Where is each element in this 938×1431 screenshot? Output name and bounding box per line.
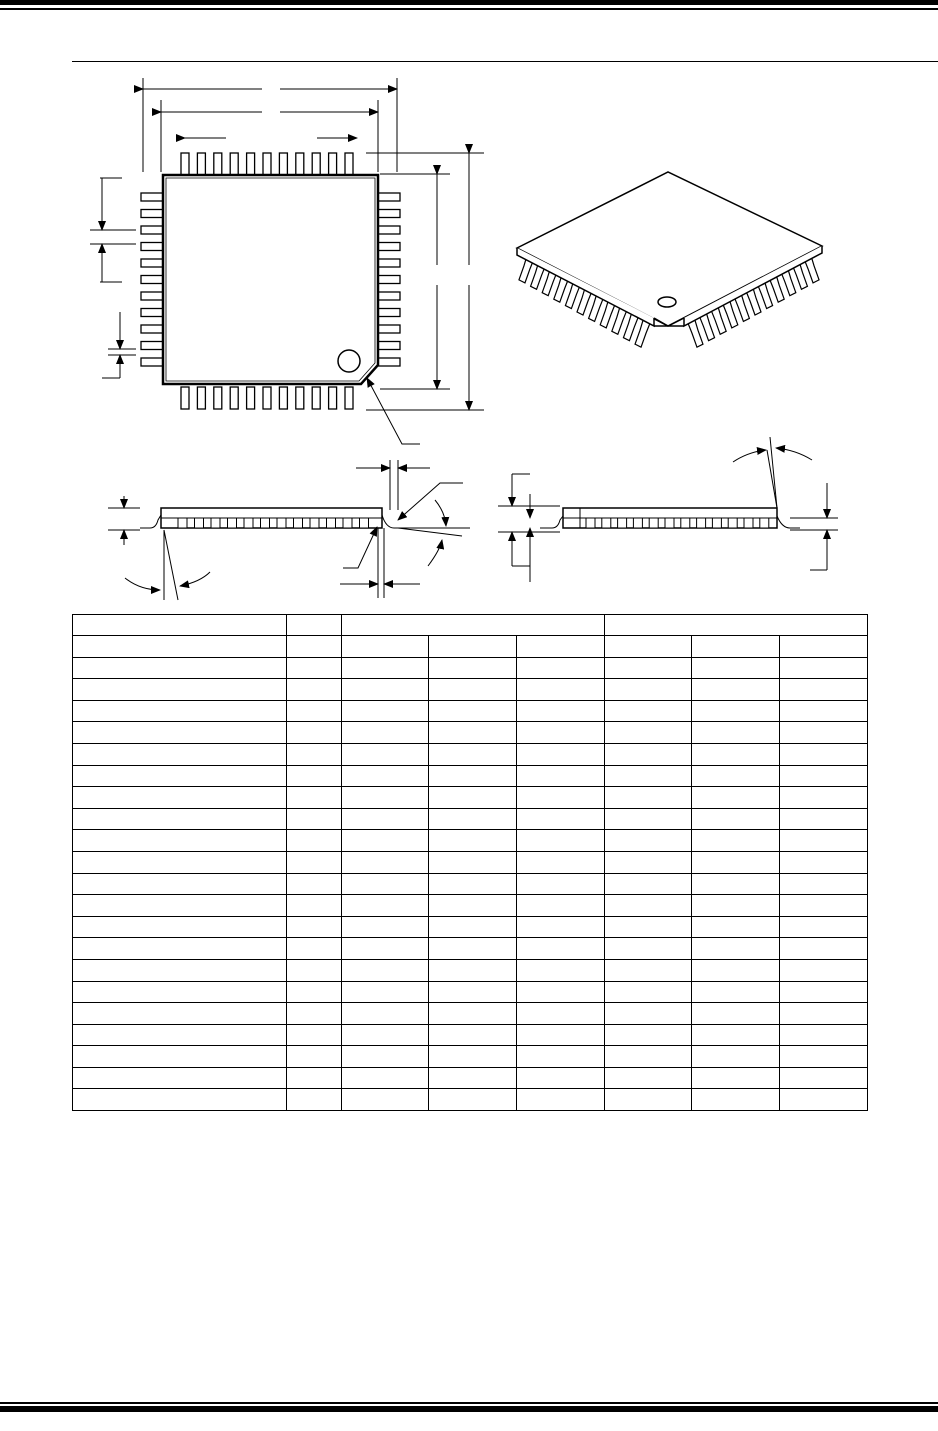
top-pin	[279, 153, 287, 175]
table-cell	[780, 981, 868, 1003]
table-cell	[517, 959, 605, 981]
table-cell	[692, 851, 780, 873]
side-pin	[178, 518, 187, 528]
table-cell	[429, 787, 517, 809]
table-cell	[780, 1024, 868, 1046]
end-pin	[665, 518, 674, 528]
table-cell	[517, 1003, 605, 1025]
table-cell	[287, 1067, 342, 1089]
side-pin	[228, 518, 237, 528]
table-cell	[692, 700, 780, 722]
right-pin	[378, 309, 400, 317]
table-cell	[429, 873, 517, 895]
table-cell	[73, 1089, 287, 1111]
table-row	[73, 1089, 868, 1111]
left-pin	[141, 292, 163, 300]
end-pin	[633, 518, 642, 528]
dimension-table	[72, 614, 868, 1111]
isometric-view	[517, 172, 822, 347]
left-pin	[141, 342, 163, 350]
table-cell	[73, 657, 287, 679]
top-pin	[312, 153, 320, 175]
table-cell	[605, 1067, 692, 1089]
table-header-cell	[429, 636, 517, 658]
table-cell	[517, 916, 605, 938]
left-pin	[141, 259, 163, 267]
table-cell	[692, 916, 780, 938]
left-pin	[141, 309, 163, 317]
side-pin	[310, 518, 319, 528]
isometric-body-top	[517, 172, 822, 326]
table-cell	[342, 830, 429, 852]
table-cell	[287, 1089, 342, 1111]
table-cell	[342, 1024, 429, 1046]
iso-right-pin	[688, 320, 703, 347]
table-cell	[73, 895, 287, 917]
table-cell	[287, 657, 342, 679]
table-cell	[517, 895, 605, 917]
table-cell	[287, 787, 342, 809]
table-cell	[342, 1067, 429, 1089]
bottom-pin	[214, 387, 222, 409]
table-row	[73, 873, 868, 895]
table-cell	[429, 1067, 517, 1089]
top-pin	[296, 153, 304, 175]
side-pin	[277, 518, 286, 528]
table-cell	[342, 851, 429, 873]
table-cell	[605, 916, 692, 938]
table-cell	[780, 959, 868, 981]
table-cell	[692, 981, 780, 1003]
table-row	[73, 700, 868, 722]
table-cell	[605, 895, 692, 917]
table-cell	[429, 765, 517, 787]
table-cell	[605, 657, 692, 679]
table-cell	[517, 808, 605, 830]
table-cell	[429, 1003, 517, 1025]
table-cell	[780, 722, 868, 744]
table-cell	[287, 1024, 342, 1046]
table-row	[73, 722, 868, 744]
table-cell	[73, 873, 287, 895]
table-cell	[780, 1046, 868, 1068]
table-row	[73, 657, 868, 679]
end-view	[498, 437, 838, 582]
table-cell	[605, 981, 692, 1003]
table-cell	[287, 743, 342, 765]
table-cell	[517, 873, 605, 895]
right-pin	[378, 358, 400, 366]
table-cell	[605, 1024, 692, 1046]
table-cell	[780, 851, 868, 873]
table-cell	[692, 1003, 780, 1025]
table-row	[73, 959, 868, 981]
bottom-pin	[230, 387, 238, 409]
table-row	[73, 916, 868, 938]
table-cell	[342, 916, 429, 938]
table-row	[73, 830, 868, 852]
bottom-pin	[263, 387, 271, 409]
bottom-pin	[329, 387, 337, 409]
footer-rule-thin	[0, 1402, 938, 1404]
top-pin	[263, 153, 271, 175]
table-cell	[73, 679, 287, 701]
table-cell	[342, 873, 429, 895]
table-cell	[692, 743, 780, 765]
table-cell	[73, 851, 287, 873]
table-cell	[429, 959, 517, 981]
table-cell	[780, 765, 868, 787]
table-row	[73, 1024, 868, 1046]
table-cell	[780, 916, 868, 938]
table-cell	[780, 938, 868, 960]
table-cell	[287, 1046, 342, 1068]
top-view-body	[163, 175, 378, 384]
end-pin	[760, 518, 769, 528]
table-cell	[342, 700, 429, 722]
table-cell	[342, 743, 429, 765]
table-cell	[73, 787, 287, 809]
table-cell	[780, 657, 868, 679]
table-cell	[780, 1003, 868, 1025]
table-header-unit-row	[73, 636, 868, 658]
top-view-pins-right	[378, 193, 400, 366]
table-cell	[780, 808, 868, 830]
right-pin	[378, 276, 400, 284]
table-cell	[517, 981, 605, 1003]
table-cell	[605, 808, 692, 830]
top-pin	[230, 153, 238, 175]
table-cell	[342, 787, 429, 809]
table-cell	[517, 765, 605, 787]
right-pin	[378, 342, 400, 350]
table-cell	[517, 657, 605, 679]
table-cell	[342, 981, 429, 1003]
right-pin	[378, 193, 400, 201]
table-cell	[342, 808, 429, 830]
table-cell	[429, 830, 517, 852]
table-header-cell	[605, 636, 692, 658]
table-cell	[692, 1067, 780, 1089]
side-pin	[327, 518, 336, 528]
table-cell	[780, 743, 868, 765]
table-row	[73, 743, 868, 765]
table-cell	[73, 938, 287, 960]
table-row	[73, 981, 868, 1003]
table-cell	[73, 1046, 287, 1068]
table-cell	[605, 1003, 692, 1025]
table-cell	[692, 787, 780, 809]
table-cell	[287, 938, 342, 960]
side-pin	[294, 518, 303, 528]
top-pin	[247, 153, 255, 175]
table-header-cell	[342, 615, 605, 636]
iso-left-pin	[623, 314, 638, 341]
left-pin	[141, 210, 163, 218]
table-cell	[73, 765, 287, 787]
end-pin	[586, 518, 595, 528]
table-cell	[692, 1089, 780, 1111]
table-cell	[692, 765, 780, 787]
left-pin	[141, 243, 163, 251]
table-cell	[517, 722, 605, 744]
footer-rule-thick	[0, 1406, 938, 1412]
table-cell	[605, 765, 692, 787]
top-pin	[197, 153, 205, 175]
table-cell	[287, 700, 342, 722]
table-header-cell	[73, 636, 287, 658]
table-row	[73, 1046, 868, 1068]
table-cell	[517, 1046, 605, 1068]
table-cell	[287, 895, 342, 917]
table-cell	[342, 657, 429, 679]
table-cell	[342, 722, 429, 744]
table-cell	[429, 722, 517, 744]
side-pin	[195, 518, 204, 528]
table-cell	[692, 722, 780, 744]
table-cell	[429, 981, 517, 1003]
bottom-pin	[247, 387, 255, 409]
table-cell	[429, 1046, 517, 1068]
table-header-cell	[692, 636, 780, 658]
table-cell	[287, 808, 342, 830]
right-pin	[378, 325, 400, 333]
table-cell	[342, 1089, 429, 1111]
side-pin	[343, 518, 352, 528]
table-cell	[287, 679, 342, 701]
table-cell	[342, 959, 429, 981]
table-header-group-row	[73, 615, 868, 636]
table-cell	[429, 851, 517, 873]
table-cell	[605, 830, 692, 852]
table-cell	[692, 873, 780, 895]
right-pin	[378, 226, 400, 234]
side-pin	[261, 518, 270, 528]
table-header-cell	[287, 615, 342, 636]
table-cell	[517, 1067, 605, 1089]
table-cell	[605, 1046, 692, 1068]
table-cell	[780, 873, 868, 895]
table-cell	[73, 808, 287, 830]
table-cell	[73, 981, 287, 1003]
table-cell	[73, 959, 287, 981]
table-cell	[73, 722, 287, 744]
end-pin	[649, 518, 658, 528]
right-pin	[378, 210, 400, 218]
table-cell	[517, 700, 605, 722]
bottom-pin	[279, 387, 287, 409]
right-pin	[378, 243, 400, 251]
table-cell	[73, 743, 287, 765]
table-cell	[517, 830, 605, 852]
table-cell	[287, 765, 342, 787]
top-pin	[345, 153, 353, 175]
table-row	[73, 679, 868, 701]
left-pin	[141, 193, 163, 201]
table-cell	[517, 1089, 605, 1111]
table-row	[73, 938, 868, 960]
table-cell	[780, 787, 868, 809]
table-cell	[287, 851, 342, 873]
table-header-cell	[780, 636, 868, 658]
table-cell	[780, 679, 868, 701]
table-cell	[429, 808, 517, 830]
table-cell	[605, 700, 692, 722]
table-cell	[605, 679, 692, 701]
table-cell	[780, 1089, 868, 1111]
table-cell	[692, 830, 780, 852]
table-cell	[287, 981, 342, 1003]
table-cell	[692, 959, 780, 981]
top-pin	[329, 153, 337, 175]
table-row	[73, 1067, 868, 1089]
left-pin	[141, 226, 163, 234]
table-cell	[780, 830, 868, 852]
top-pin	[181, 153, 189, 175]
table-cell	[429, 657, 517, 679]
table-cell	[605, 743, 692, 765]
table-cell	[342, 765, 429, 787]
table-row	[73, 765, 868, 787]
table-cell	[692, 657, 780, 679]
top-view-pins-top	[181, 153, 353, 175]
table-cell	[429, 1024, 517, 1046]
end-pin	[728, 518, 737, 528]
table-cell	[73, 1003, 287, 1025]
left-pin	[141, 358, 163, 366]
table-cell	[73, 830, 287, 852]
table-cell	[605, 851, 692, 873]
table-cell	[692, 938, 780, 960]
end-pin	[618, 518, 627, 528]
end-pin	[744, 518, 753, 528]
table-cell	[517, 679, 605, 701]
end-pin	[697, 518, 706, 528]
table-cell	[605, 959, 692, 981]
left-pin	[141, 276, 163, 284]
table-cell	[692, 1024, 780, 1046]
table-cell	[342, 1003, 429, 1025]
table-cell	[780, 1067, 868, 1089]
table-cell	[429, 916, 517, 938]
table-cell	[73, 700, 287, 722]
end-pin	[602, 518, 611, 528]
end-pin	[681, 518, 690, 528]
table-row	[73, 787, 868, 809]
table-cell	[605, 938, 692, 960]
table-cell	[605, 787, 692, 809]
table-header-cell	[342, 636, 429, 658]
top-pin	[214, 153, 222, 175]
table-cell	[517, 938, 605, 960]
table-cell	[287, 959, 342, 981]
table-cell	[517, 1024, 605, 1046]
table-cell	[287, 1003, 342, 1025]
table-cell	[780, 895, 868, 917]
table-cell	[429, 679, 517, 701]
table-cell	[342, 1046, 429, 1068]
table-cell	[342, 938, 429, 960]
table-cell	[429, 1089, 517, 1111]
table-cell	[780, 700, 868, 722]
right-pin	[378, 292, 400, 300]
table-cell	[73, 1024, 287, 1046]
bottom-pin	[197, 387, 205, 409]
table-cell	[517, 851, 605, 873]
table-cell	[692, 895, 780, 917]
top-view	[90, 78, 484, 444]
table-cell	[692, 1046, 780, 1068]
table-header-cell	[73, 615, 287, 636]
table-cell	[73, 1067, 287, 1089]
table-row	[73, 895, 868, 917]
side-pin	[360, 518, 369, 528]
table-cell	[429, 743, 517, 765]
table-header-cell	[605, 615, 868, 636]
iso-right-pin	[700, 314, 715, 341]
table-cell	[429, 895, 517, 917]
table-header-cell	[517, 636, 605, 658]
package-outline-drawing	[0, 0, 938, 612]
iso-left-pin	[635, 320, 650, 347]
table-cell	[73, 916, 287, 938]
table-cell	[605, 1089, 692, 1111]
top-view-pins-bottom	[181, 387, 353, 409]
side-pin	[211, 518, 220, 528]
table-cell	[429, 700, 517, 722]
table-cell	[287, 873, 342, 895]
bottom-pin	[296, 387, 304, 409]
table-cell	[605, 873, 692, 895]
table-cell	[429, 938, 517, 960]
table-row	[73, 1003, 868, 1025]
table-row	[73, 808, 868, 830]
iso-right-pin	[711, 307, 726, 334]
end-pin	[712, 518, 721, 528]
table-cell	[287, 830, 342, 852]
table-row	[73, 851, 868, 873]
table-header-cell	[287, 636, 342, 658]
table-cell	[692, 679, 780, 701]
top-view-pins-left	[141, 193, 163, 366]
table-cell	[342, 895, 429, 917]
bottom-pin	[181, 387, 189, 409]
side-pin	[244, 518, 253, 528]
bottom-pin	[345, 387, 353, 409]
bottom-pin	[312, 387, 320, 409]
side-view	[108, 460, 470, 600]
table-cell	[517, 787, 605, 809]
table-cell	[287, 722, 342, 744]
table-cell	[287, 916, 342, 938]
table-cell	[342, 679, 429, 701]
table-cell	[605, 722, 692, 744]
left-pin	[141, 325, 163, 333]
right-pin	[378, 259, 400, 267]
table-cell	[692, 808, 780, 830]
table-cell	[517, 743, 605, 765]
